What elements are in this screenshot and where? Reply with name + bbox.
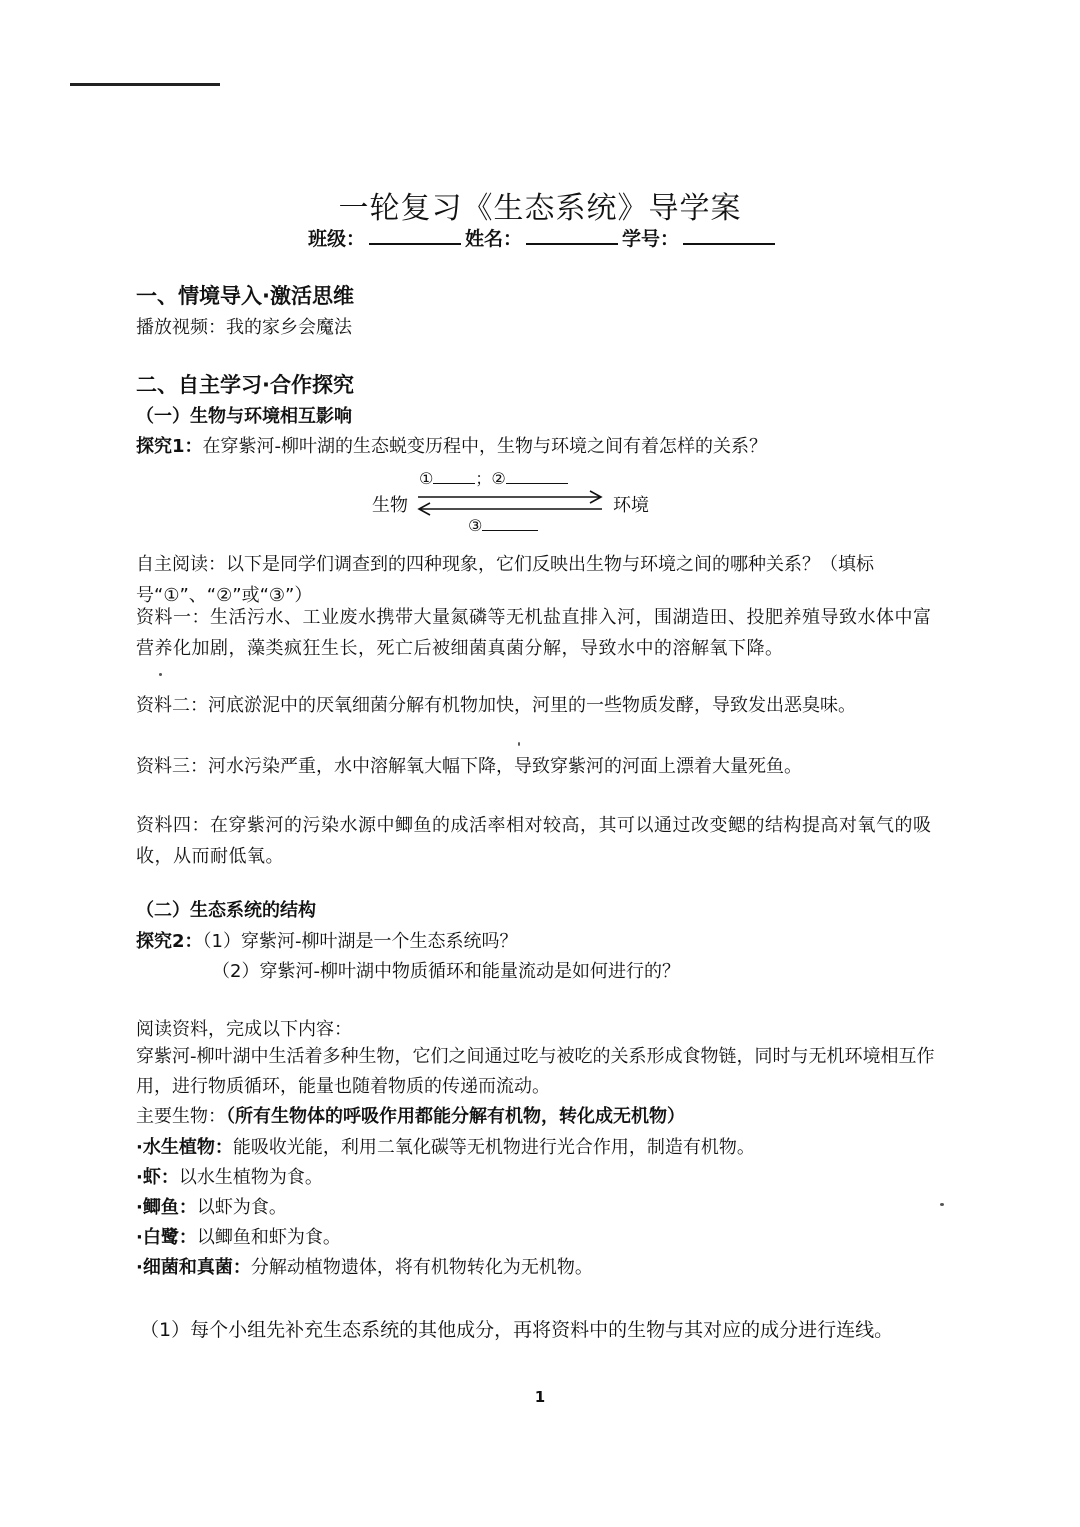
list-item: [136, 1133, 755, 1159]
blank-2[interactable]: [506, 483, 568, 484]
explore1-label: 探究1：: [136, 436, 203, 457]
organism-desc: 能吸收光能，利用二氧化碳等无机物进行光合作用，制造有机物。: [232, 1137, 755, 1158]
list-item: [136, 1223, 341, 1249]
organism-desc: 以水生植物为食。: [178, 1167, 323, 1188]
explore1-line: [136, 432, 767, 458]
scan-speck: [940, 1203, 944, 1206]
name-blank[interactable]: [526, 227, 618, 245]
bidirectional-arrow-icon: [414, 488, 606, 518]
list-item: [136, 1253, 593, 1279]
blank-1[interactable]: [433, 483, 475, 484]
section1-heading: 一、情境导入·激活思维: [136, 284, 354, 308]
name-label: 姓名：: [465, 228, 523, 250]
marker-3: ③: [468, 516, 483, 535]
list-item: [136, 1193, 287, 1219]
main-organisms-note: （所有生物体的呼吸作用都能分解有机物，转化成无机物）: [226, 1106, 685, 1127]
subsection2-title: （二）生态系统的结构: [136, 900, 316, 921]
task-1: （1）每个小组先补充生态系统的其他成分，再将资料中的生物与其对应的成分进行连线。: [140, 1319, 894, 1341]
organism-desc: 以鲫鱼和虾为食。: [196, 1227, 341, 1248]
blank-3[interactable]: [482, 530, 538, 531]
explore2-q2: （2）穿紫河-柳叶湖中物质循环和能量流动是如何进行的？: [212, 961, 680, 982]
marker-1: ①: [419, 469, 434, 488]
organism-name: ·细菌和真菌：: [136, 1257, 251, 1278]
page-number: 1: [534, 1388, 546, 1406]
material-1: 资料一：生活污水、工业废水携带大量氮磷等无机盐直排入河，围湖造田、投肥养殖导致水体中富营养化加剧，藻类疯狂生长，死亡后被细菌真菌分解，导致水中的溶解氧下降。: [136, 607, 932, 659]
organism-name: ·水生植物：: [136, 1137, 233, 1158]
id-blank[interactable]: [683, 227, 775, 245]
diagram-blank-row-1: [419, 466, 568, 489]
explore2-label: 探究2：: [136, 931, 203, 952]
explore1-text: 在穿紫河-柳叶湖的生态蜕变历程中，生物与环境之间有着怎样的关系？: [202, 436, 768, 457]
diagram-right-label: 环境: [613, 495, 649, 516]
organism-desc: 分解动植物遗体，将有机物转化为无机物。: [250, 1257, 593, 1278]
organism-desc: 以虾为食。: [196, 1197, 287, 1218]
explore2-line: [136, 927, 517, 953]
scan-artifact-line: [70, 83, 220, 86]
material-4: 资料四：在穿紫河的污染水源中鲫鱼的成活率相对较高，其可以通过改变鳃的结构提高对氧气的吸收，从而耐低氧。: [136, 815, 932, 867]
main-organisms-line: [136, 1102, 685, 1128]
section1-text: 播放视频：我的家乡会魔法: [136, 317, 352, 338]
main-organisms-label: 主要生物：: [136, 1106, 226, 1127]
page-title: 一轮复习《生态系统》导学案: [338, 191, 742, 226]
organism-name: ·鲫鱼：: [136, 1197, 197, 1218]
material-3: 资料三：河水污染严重，水中溶解氧大幅下降，导致穿紫河的河面上漂着大量死鱼。: [136, 756, 802, 777]
reading-intro: 自主阅读：以下是同学们调查到的四种现象，它们反映出生物与环境之间的哪种关系？（填标号“①”、“②”或“③”）: [136, 554, 874, 606]
list-item: [136, 1163, 323, 1189]
scan-speck: [518, 742, 520, 746]
read-text: 穿紫河-柳叶湖中生活着多种生物，它们之间通过吃与被吃的关系形成食物链，同时与无机环境相互作用，进行物质循环，能量也随着物质的传递而流动。: [136, 1046, 935, 1097]
read-task: 阅读资料，完成以下内容：: [136, 1019, 352, 1040]
student-info-row: [308, 224, 779, 251]
diagram-left-label: 生物: [372, 495, 408, 516]
marker-2: ②: [491, 469, 506, 488]
marker-separator: ；: [475, 469, 492, 488]
material-2: 资料二：河底淤泥中的厌氧细菌分解有机物加快，河里的一些物质发酵，导致发出恶臭味。: [136, 695, 856, 716]
scan-speck: [159, 673, 162, 676]
class-label: 班级：: [308, 228, 366, 250]
organism-name: ·虾：: [136, 1167, 179, 1188]
organism-name: ·白鹭：: [136, 1227, 197, 1248]
diagram-blank-row-3: [468, 516, 538, 535]
id-label: 学号：: [622, 228, 680, 250]
class-blank[interactable]: [369, 227, 461, 245]
section2-heading: 二、自主学习·合作探究: [136, 373, 354, 397]
subsection1-title: （一）生物与环境相互影响: [136, 406, 352, 427]
explore2-q1: （1）穿紫河-柳叶湖是一个生态系统吗？: [202, 931, 518, 952]
